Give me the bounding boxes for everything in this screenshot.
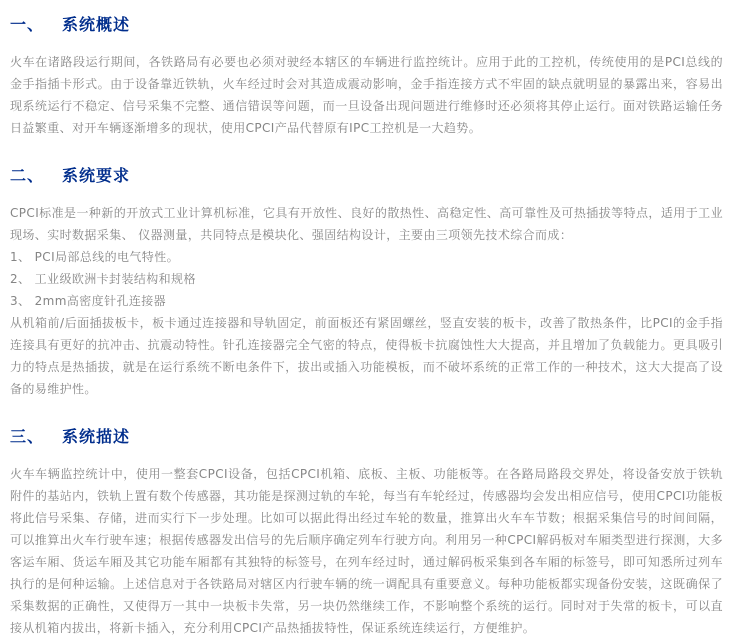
section-heading-description: [10, 426, 723, 448]
section-number: 二、: [10, 166, 45, 185]
section-number: 一、: [10, 15, 45, 34]
list-item: 1、 PCI局部总线的电气特性。: [10, 250, 180, 264]
requirements-outro-paragraph: 从机箱前/后面插拔板卡，板卡通过连接器和导轨固定，前面板还有紧固螺丝，竖直安装的板卡，改善了散热条件，比PCI的金手指连接具有更好的抗冲击、抗震动特性。针孔连接器完全气密的特点，使得板卡抗腐蚀性大大提高，并且增加了负载能力。更具吸引力的特点是热插拔，就是在运行系统不断电条件下，拔出或插入功能模板，而不破坏系统的正常工作的一种技术，这大大提高了设备的易维护性。: [10, 316, 723, 396]
section-heading-requirements: [10, 165, 723, 187]
section-title: 系统描述: [62, 427, 131, 446]
section-heading-overview: [10, 14, 723, 36]
section-title: 系统要求: [62, 166, 131, 185]
section-overview-paragraph: 火车在诸路段运行期间，各铁路局有必要也必须对驶经本辖区的车辆进行监控统计。应用于此的工控机，传统使用的是PCI总线的金手指插卡形式。由于设备靠近铁轨，火车经过时会对其造成震动影响，金手指连接方式不牢固的缺点就明显的暴露出来，容易出现系统运行不稳定、信号采集不完整、通信错误等问题，而一旦设备出现问题进行维修时还必须将其停止运行。面对铁路运输任务日益繁重、对开车辆逐渐增多的现状，使用CPCI产品代替原有IPC工控机是一大趋势。: [10, 55, 723, 135]
list-item: 3、 2mm高密度针孔连接器: [10, 294, 167, 308]
section-number: 三、: [10, 427, 45, 446]
section-description-paragraph: 火车车辆监控统计中，使用一整套CPCI设备，包括CPCI机箱、底板、主板、功能板等。在各路局路段交界处，将设备安放于铁轨附件的基站内，铁轨上置有数个传感器，其功能是探测过轨的车轮，每当有车轮经过，传感器均会发出相应信号，使用CPCI功能板将此信号采集、存储，进而实行下一步处理。比如可以据此得出经过车轮的数量，推算出火车车节数；根据采集信号的时间间隔，可以推算出火车行驶车速；根据传感器发出信号的先后顺序确定列车行驶方向。利用另一种CPCI解码板对车厢类型进行探测，大多客运车厢、货运车厢及其它功能车厢都有其独特的标签号，在列车经过时，通过解码板采集到各车厢的标签号，即可知悉所过列车执行的是何种运输。上述信息对于各铁路局对辖区内行驶车辆的统一调配具有重要意义。每种功能板都实现备份安装，这既确保了采集数据的正确性，又使得万一其中一块板卡失常，另一块仍然继续工作，不影响整个系统的运行。同时对于失常的板卡，可以直接从机箱内拔出，将新卡插入，充分利用CPCI产品热插拔特性，保证系统连续运行，方便维护。: [10, 467, 723, 635]
list-item: 2、 工业级欧洲卡封装结构和规格: [10, 272, 196, 286]
requirements-intro-paragraph: CPCI标准是一种新的开放式工业计算机标准，它具有开放性、良好的散热性、高稳定性、高可靠性及可热插拔等特点，适用于工业现场、实时数据采集、 仪器测量，共同特点是模块化、强固结构设计，主要由三项领先技术综合而成：: [10, 206, 723, 242]
section-title: 系统概述: [62, 15, 131, 34]
